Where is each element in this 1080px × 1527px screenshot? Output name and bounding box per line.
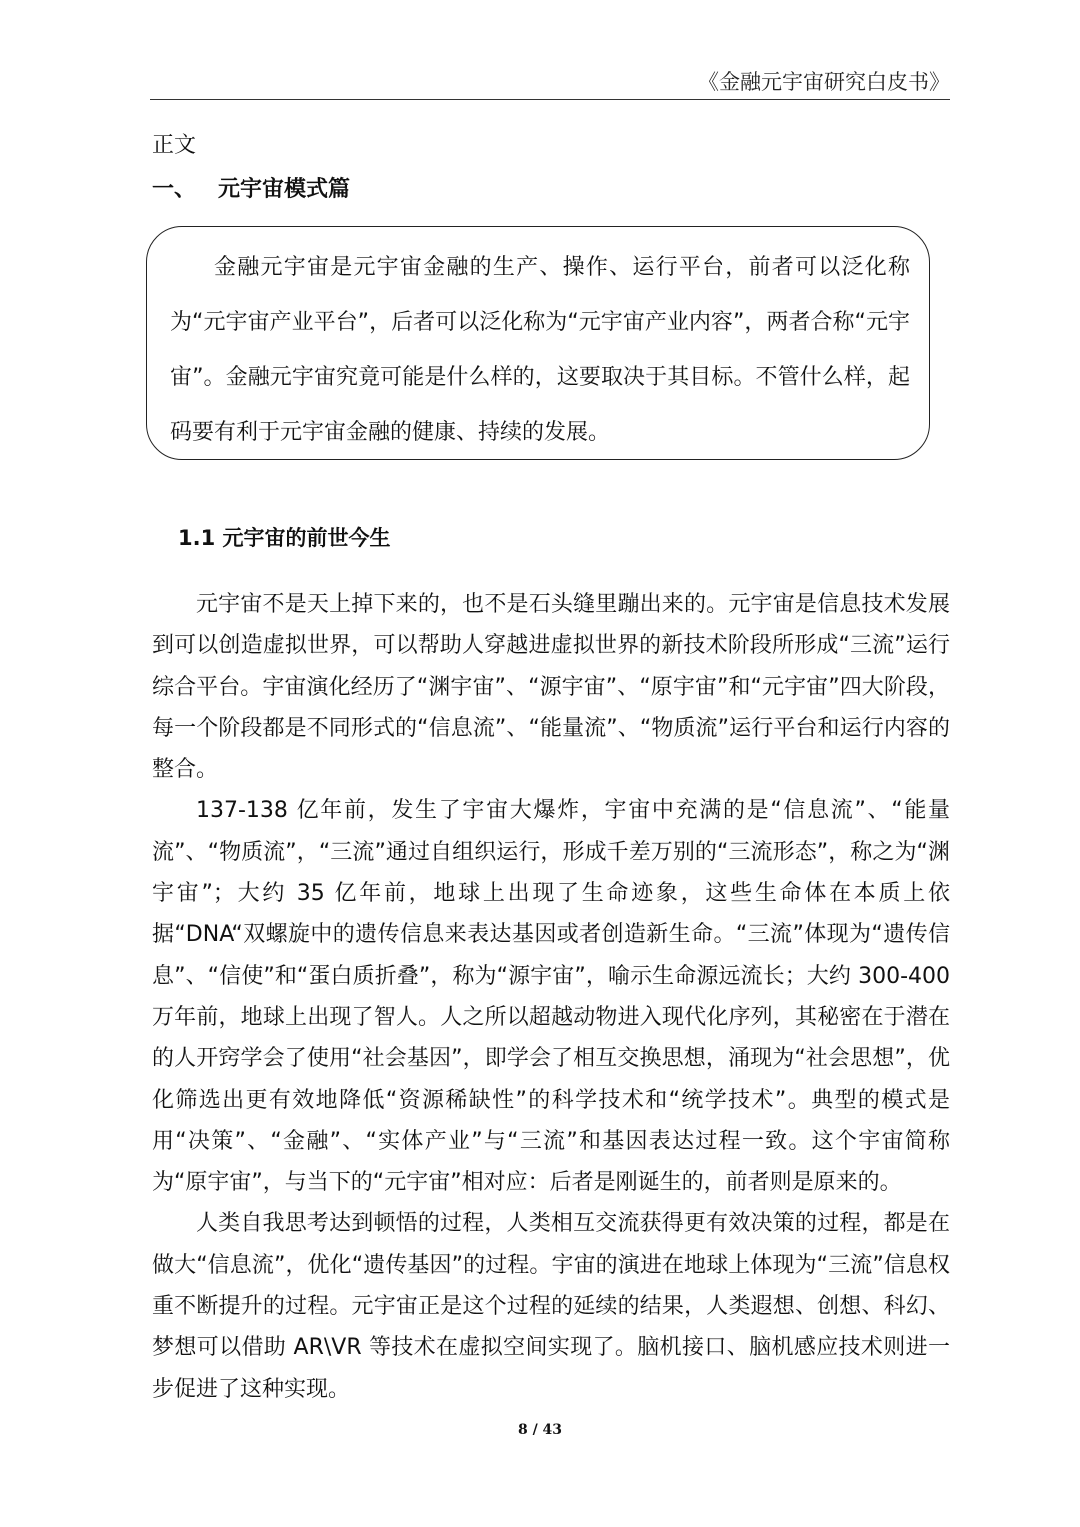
subsection-heading: 1.1 元宇宙的前世今生	[178, 526, 391, 550]
callout-text: 金融元宇宙是元宇宙金融的生产、操作、运行平台，前者可以泛化称为“元宇宙产业平台”，后者可以泛化称为“元宇宙产业内容”，两者合称“元宇宙”。金融元宇宙究竟可能是什么样的，这要取决于其目标。不管什么样，起码要有利于元宇宙金融的健康、持续的发展。	[170, 255, 910, 445]
body-text	[152, 584, 950, 1410]
paragraph: 人类自我思考达到顿悟的过程，人类相互交流获得更有效决策的过程，都是在做大“信息流”，优化“遗传基因”的过程。宇宙的演进在地球上体现为“三流”信息权重不断提升的过程。元宇宙正是这个过程的延续的结果，人类遐想、创想、科幻、梦想可以借助 AR\VR 等技术在虚拟空间实现了。脑机接口、脑机感应技术则进一步促进了这种实现。	[152, 1211, 950, 1402]
header-divider	[150, 99, 950, 100]
paragraph: 元宇宙不是天上掉下来的，也不是石头缝里蹦出来的。元宇宙是信息技术发展到可以创造虚拟世界，可以帮助人穿越进虚拟世界的新技术阶段所形成“三流”运行综合平台。宇宙演化经历了“渊宇宙”、“源宇宙”、“原宇宙”和“元宇宙”四大阶段，每一个阶段都是不同形式的“信息流”、“能量流”、“物质流”运行平台和运行内容的整合。	[152, 592, 950, 783]
body-label: 正文	[152, 133, 197, 158]
page-number: 8 / 43	[517, 1422, 563, 1438]
section-number: 一、	[152, 177, 197, 202]
section-heading	[152, 172, 350, 203]
paragraph: 137-138 亿年前，发生了宇宙大爆炸，宇宙中充满的是“信息流”、“能量流”、“物质流”，“三流”通过自组织运行，形成千差万别的“三流形态”，称之为“渊宇宙”；大约 35 亿年前，地球上出现了生命迹象，这些生命体在本质上依据“DNA“双螺旋中的遗传信息来表达基因或者创造新生命。“三流”体现为“遗传信息”、“信使”和“蛋白质折叠”，称为“源宇宙”，喻示生命源远流长；大约 300-400 万年前，地球上出现了智人。人之所以超越动物进入现代化序列，其秘密在于潜在的人开窍学会了使用“社会基因”，即学会了相互交换思想，涌现为“社会思想”，优化筛选出更有效地降低“资源稀缺性”的科学技术和“统学技术”。典型的模式是用“决策”、“金融”、“实体产业”与“三流”和基因表达过程一致。这个宇宙简称为“原宇宙”，与当下的“元宇宙”相对应：后者是刚诞生的，前者则是原来的。	[152, 798, 950, 1196]
document-header-title: 《金融元宇宙研究白皮书》	[698, 70, 950, 94]
section-title: 元宇宙模式篇	[218, 177, 351, 202]
